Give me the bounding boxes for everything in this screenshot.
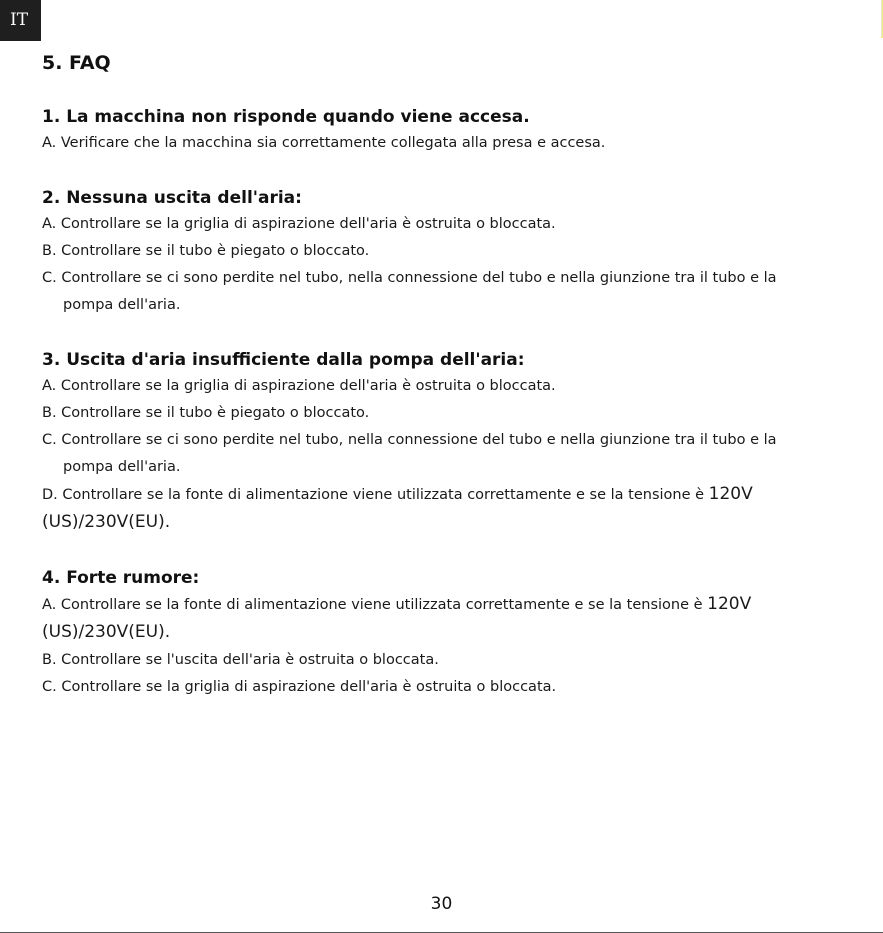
faq-answer: C. Controllare se ci sono perdite nel tubo, nella connessione del tubo e nella giunzione tra il tubo e la [42,432,777,448]
voltage-value: 120V (US)/230V(EU). [42,594,752,642]
page-title: 5. FAQ [42,52,111,74]
section-title: 1. La macchina non risponde quando viene accesa. [42,107,530,127]
voltage-value: 120V (US)/230V(EU). [42,484,753,532]
voltage-answer-text: D. Controllare se la fonte di alimentazione viene utilizzata correttamente e se la tensione è [42,487,709,503]
faq-section-3 [42,347,842,537]
faq-answer-continuation: pompa dell'aria. [63,459,181,475]
section-title: 3. Uscita d'aria insufficiente dalla pompa dell'aria: [42,350,525,370]
language-tab: IT [0,0,41,41]
faq-answer: B. Controllare se il tubo è piegato o bloccato. [42,243,370,259]
faq-answer: A. Controllare se la griglia di aspirazione dell'aria è ostruita o bloccata. [42,216,556,232]
faq-answer: A. Controllare se la griglia di aspirazione dell'aria è ostruita o bloccata. [42,378,556,394]
page-number: 30 [430,894,453,914]
faq-section-1 [42,104,842,157]
faq-answer: C. Controllare se ci sono perdite nel tubo, nella connessione del tubo e nella giunzione tra il tubo e la [42,270,777,286]
faq-content [42,50,842,701]
faq-answer: C. Controllare se la griglia di aspirazione dell'aria è ostruita o bloccata. [42,679,557,695]
faq-section-2 [42,185,842,319]
faq-answer: A. Verificare che la macchina sia correttamente collegata alla presa e accesa. [42,135,606,151]
voltage-answer-text: A. Controllare se la fonte di alimentazione viene utilizzata correttamente e se la tensione è [42,597,708,613]
section-title: 2. Nessuna uscita dell'aria: [42,188,302,208]
faq-answer-voltage [42,591,842,647]
faq-answer-voltage [42,481,842,537]
faq-answer: B. Controllare se l'uscita dell'aria è ostruita o bloccata. [42,652,439,668]
section-title: 4. Forte rumore: [42,568,200,588]
faq-answer: B. Controllare se il tubo è piegato o bloccato. [42,405,370,421]
faq-section-4 [42,565,842,701]
faq-answer-continuation: pompa dell'aria. [63,297,181,313]
